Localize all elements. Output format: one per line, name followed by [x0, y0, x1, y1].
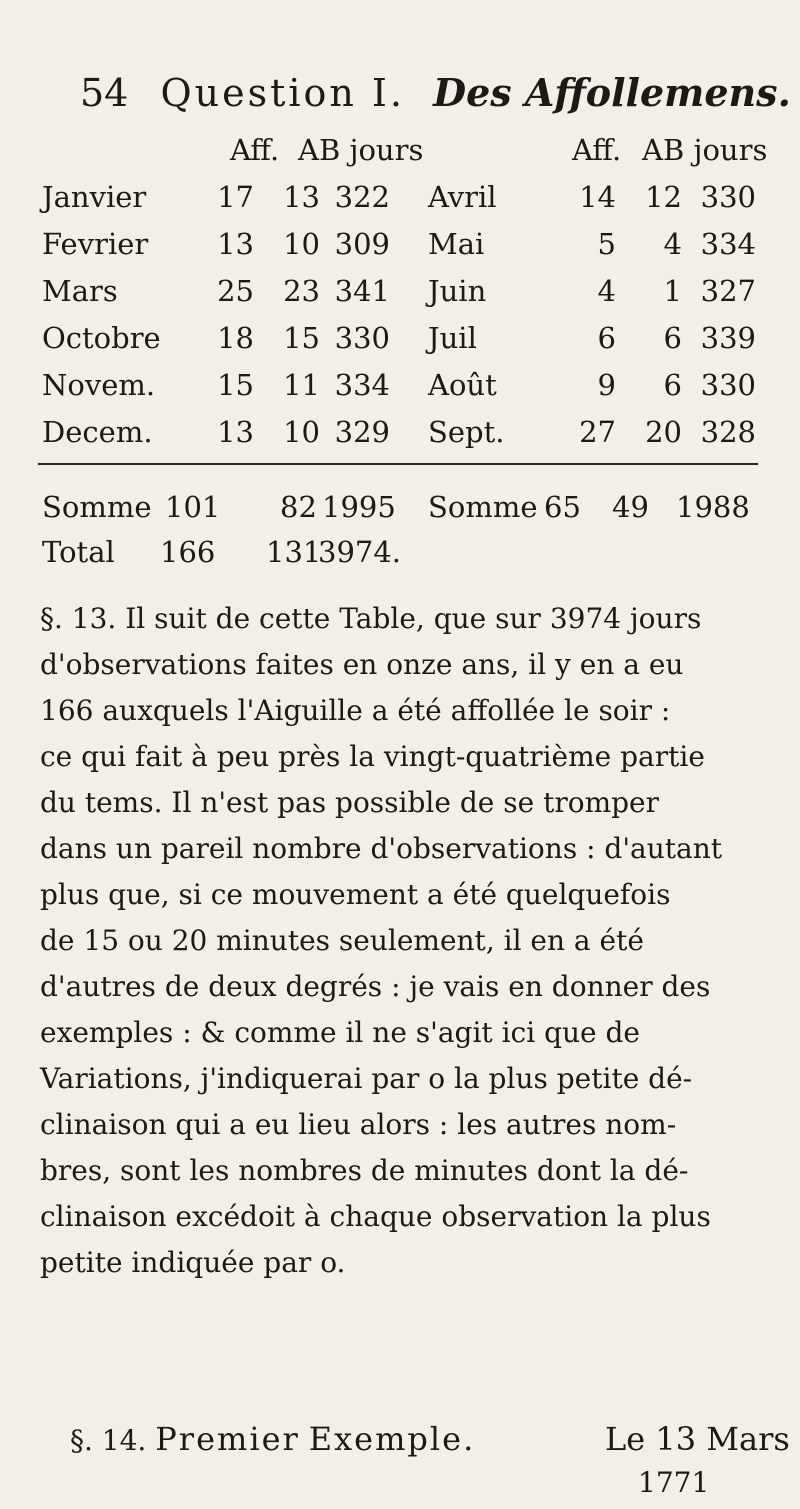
ab-value: 23	[283, 274, 320, 308]
text-line: plus que, si ce mouvement a été quelquefois	[40, 878, 671, 911]
days-value: 309	[334, 227, 390, 261]
days-value: 330	[334, 321, 390, 355]
text-line: §. 13. Il suit de cette Table, que sur 3974 jours	[40, 602, 702, 635]
sum-days-left: 1995	[322, 490, 396, 524]
paragraph-13	[40, 596, 760, 1286]
catchword: 1771	[638, 1466, 710, 1499]
col-header-aff-right: Aff.	[572, 133, 622, 167]
ab-value: 6	[663, 368, 682, 402]
total-aff: 166	[160, 535, 216, 569]
text-line: clinaison excédoit à chaque observation la plus	[40, 1200, 711, 1233]
month-label: Sept.	[428, 415, 505, 449]
ab-value: 11	[283, 368, 320, 402]
month-label: Mai	[428, 227, 485, 261]
text-line: ce qui fait à peu près la vingt-quatrième partie	[40, 740, 705, 773]
days-value: 322	[334, 180, 390, 214]
text-line: d'observations faites en onze ans, il y en a eu	[40, 648, 684, 681]
aff-value: 18	[217, 321, 254, 355]
ab-value: 4	[663, 227, 682, 261]
aff-value: 17	[217, 180, 254, 214]
aff-value: 13	[217, 415, 254, 449]
section-heading: Premier	[155, 1420, 300, 1458]
section-14-heading	[70, 1420, 790, 1458]
running-subtitle: Des Affollemens.	[433, 70, 791, 115]
days-value: 327	[700, 274, 756, 308]
days-value: 341	[334, 274, 390, 308]
month-label: Avril	[428, 180, 497, 214]
aff-value: 6	[597, 321, 616, 355]
ab-value: 10	[283, 227, 320, 261]
total-ab: 131	[266, 535, 322, 569]
ab-value: 15	[283, 321, 320, 355]
sum-ab-left: 82	[280, 490, 317, 524]
text-line: Variations, j'indiquerai par o la plus petite dé-	[40, 1062, 693, 1095]
aff-value: 5	[597, 227, 616, 261]
month-label: Octobre	[42, 321, 161, 355]
aff-value: 15	[217, 368, 254, 402]
month-label: Mars	[42, 274, 118, 308]
section-date: Le 13 Mars	[605, 1420, 790, 1458]
total-days: 3974.	[318, 535, 402, 569]
month-label: Juil	[428, 321, 477, 355]
month-label: Août	[428, 368, 497, 402]
text-line: clinaison qui a eu lieu alors : les autres nom-	[40, 1108, 677, 1141]
text-line: bres, sont les nombres de minutes dont la dé-	[40, 1154, 689, 1187]
sum-label-left: Somme	[42, 490, 152, 524]
days-value: 329	[334, 415, 390, 449]
aff-value: 13	[217, 227, 254, 261]
ab-value: 13	[283, 180, 320, 214]
aff-value: 27	[579, 415, 616, 449]
running-title: Question I.	[160, 71, 406, 115]
col-header-aff-left: Aff.	[230, 133, 280, 167]
text-line: dans un pareil nombre d'observations : d'autant	[40, 832, 723, 865]
aff-value: 4	[597, 274, 616, 308]
ab-value: 12	[645, 180, 682, 214]
days-value: 328	[700, 415, 756, 449]
section-heading-2: Exemple.	[308, 1420, 476, 1458]
month-label: Novem.	[42, 368, 156, 402]
days-value: 339	[700, 321, 756, 355]
text-line: 166 auxquels l'Aiguille a été affollée le soir :	[40, 694, 671, 727]
month-label: Janvier	[42, 180, 147, 214]
table-rule	[38, 463, 758, 465]
text-line: d'autres de deux degrés : je vais en donner des	[40, 970, 711, 1003]
month-label: Juin	[428, 274, 487, 308]
running-header	[80, 70, 791, 115]
ab-value: 1	[663, 274, 682, 308]
total-label: Total	[42, 535, 115, 569]
ab-value: 6	[663, 321, 682, 355]
month-label: Fevrier	[42, 227, 149, 261]
col-header-ab-left: AB jours	[298, 133, 424, 167]
page-number: 54	[80, 71, 129, 115]
col-header-ab-right: AB jours	[642, 133, 768, 167]
month-label: Decem.	[42, 415, 153, 449]
section-number: §. 14.	[70, 1424, 147, 1457]
aff-value: 25	[217, 274, 254, 308]
aff-value: 14	[579, 180, 616, 214]
sum-label-right: Somme	[428, 490, 538, 524]
ab-value: 10	[283, 415, 320, 449]
text-line: exemples : & comme il ne s'agit ici que de	[40, 1016, 640, 1049]
sum-aff-left: 101	[165, 490, 221, 524]
text-line: du tems. Il n'est pas possible de se tromper	[40, 786, 660, 819]
text-line: de 15 ou 20 minutes seulement, il en a été	[40, 924, 644, 957]
aff-value: 9	[597, 368, 616, 402]
sum-ab-right: 49	[612, 490, 649, 524]
days-value: 334	[700, 227, 756, 261]
sum-days-right: 1988	[676, 490, 750, 524]
days-value: 334	[334, 368, 390, 402]
sum-aff-right: 65	[544, 490, 581, 524]
days-value: 330	[700, 368, 756, 402]
text-line: petite indiquée par o.	[40, 1246, 346, 1279]
ab-value: 20	[645, 415, 682, 449]
days-value: 330	[700, 180, 756, 214]
